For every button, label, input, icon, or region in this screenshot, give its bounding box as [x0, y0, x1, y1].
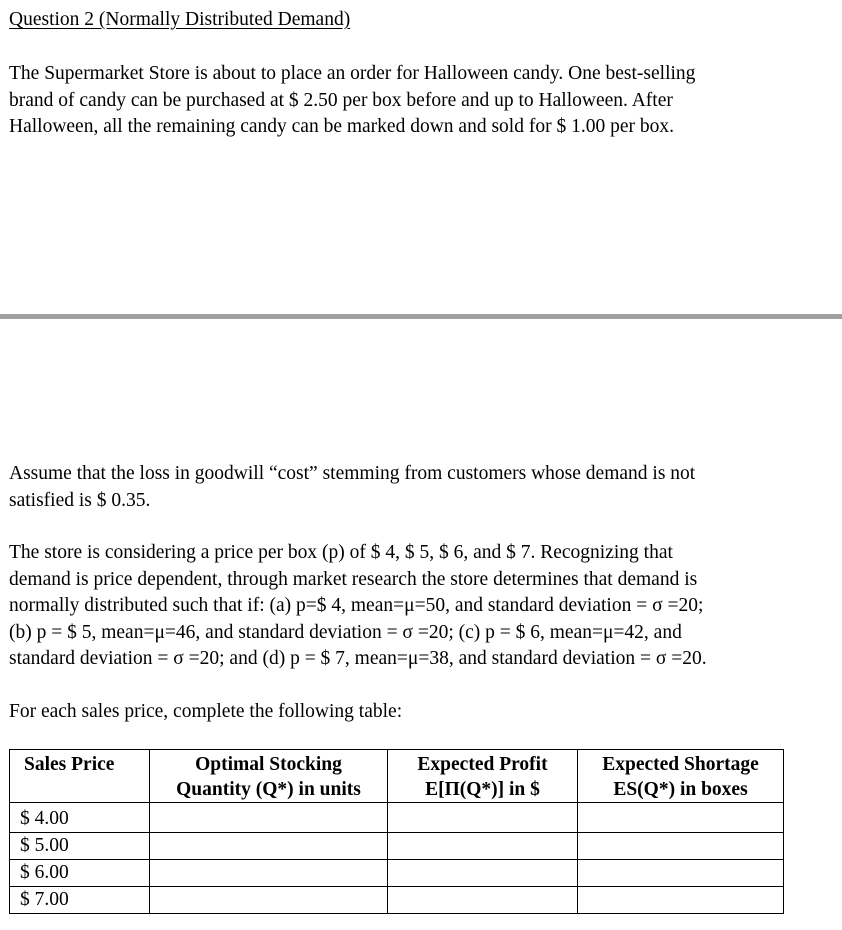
optimal-quantity-cell[interactable] [150, 803, 388, 833]
expected-shortage-cell[interactable] [578, 803, 784, 833]
expected-profit-cell[interactable] [388, 803, 578, 833]
header-optimal-quantity: Optimal Stocking Quantity (Q*) in units [150, 750, 388, 803]
sales-price-cell: $ 4.00 [10, 803, 150, 833]
goodwill-paragraph [9, 461, 695, 514]
sales-price-cell: $ 7.00 [10, 887, 150, 914]
optimal-quantity-cell[interactable] [150, 887, 388, 914]
goodwill-line: satisfied is $ 0.35. [9, 489, 151, 511]
header-expected-profit: Expected Profit E[Π(Q*)] in $ [388, 750, 578, 803]
table-row [10, 860, 784, 887]
pricing-line: The store is considering a price per box (p) of $ 4, $ 5, $ 6, and $ 7. Recognizing that [9, 542, 673, 563]
table-row [10, 803, 784, 833]
optimal-quantity-cell[interactable] [150, 833, 388, 860]
pricing-line: (b) p = $ 5, mean=μ=46, and standard deviation = σ =20; (c) p = $ 6, mean=μ=42, and [9, 621, 682, 643]
table-row [10, 833, 784, 860]
intro-paragraph [9, 61, 695, 141]
expected-shortage-cell[interactable] [578, 833, 784, 860]
pricing-line: demand is price dependent, through market research the store determines that demand is [9, 568, 698, 590]
answer-table [9, 749, 784, 914]
expected-profit-cell[interactable] [388, 833, 578, 860]
sales-price-cell: $ 5.00 [10, 833, 150, 860]
intro-line: brand of candy can be purchased at $ 2.50 per box before and up to Halloween. After [9, 89, 673, 111]
expected-shortage-cell[interactable] [578, 887, 784, 914]
optimal-quantity-cell[interactable] [150, 860, 388, 887]
intro-line: The Supermarket Store is about to place an order for Halloween candy. One best-selling [9, 63, 696, 84]
question-heading: Question 2 (Normally Distributed Demand) [9, 9, 351, 30]
header-expected-shortage: Expected Shortage ES(Q*) in boxes [578, 750, 784, 803]
intro-line: Halloween, all the remaining candy can be marked down and sold for $ 1.00 per box. [9, 116, 674, 137]
table-header-row [10, 750, 784, 803]
goodwill-line: Assume that the loss in goodwill “cost” stemming from customers whose demand is not [9, 463, 696, 484]
table-row [10, 887, 784, 914]
sales-price-cell: $ 6.00 [10, 860, 150, 887]
instruction-text: For each sales price, complete the following table: [9, 701, 403, 722]
expected-shortage-cell[interactable] [578, 860, 784, 887]
pricing-paragraph [9, 540, 707, 673]
expected-profit-cell[interactable] [388, 860, 578, 887]
header-sales-price: Sales Price [10, 750, 150, 803]
expected-profit-cell[interactable] [388, 887, 578, 914]
pricing-line: standard deviation = σ =20; and (d) p = $ 7, mean=μ=38, and standard deviation = σ =20. [9, 648, 707, 669]
pricing-line: normally distributed such that if: (a) p=$ 4, mean=μ=50, and standard deviation = σ =20; [9, 595, 704, 616]
section-divider [0, 314, 842, 319]
